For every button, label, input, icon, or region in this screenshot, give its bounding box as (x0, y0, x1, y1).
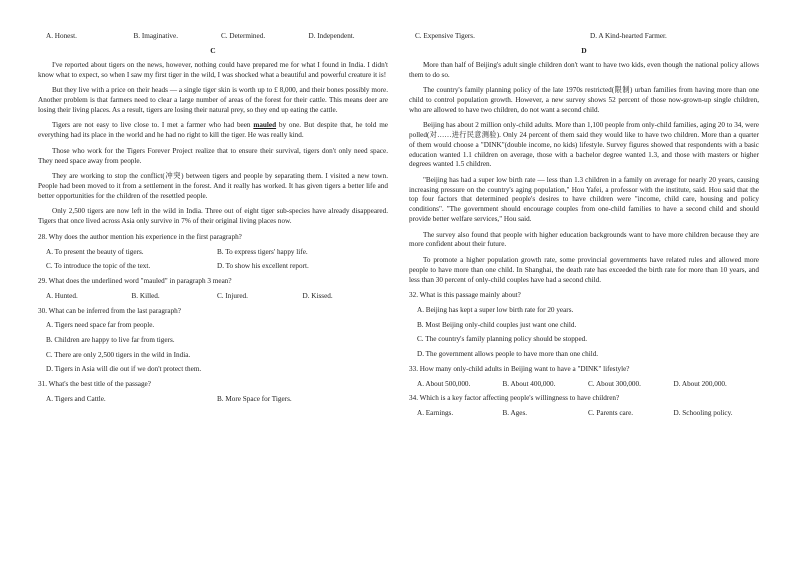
q29-option-b[interactable]: B. Killed. (131, 291, 160, 300)
question-33-stem: 33. How many only-child adults in Beijing want to have a "DINK" lifestyle? (409, 364, 630, 373)
q32-option-b[interactable]: B. Most Beijing only-child couples just want one child. (417, 320, 577, 329)
q31-option-c[interactable]: C. Expensive Tigers. (415, 32, 475, 40)
q30-option-a[interactable]: A. Tigers need space far from people. (46, 321, 155, 330)
question-29-stem: 29. What does the underlined word "mauled" in paragraph 3 mean? (38, 277, 232, 286)
q28-option-c[interactable]: C. To introduce the topic of the text. (46, 262, 151, 271)
section-label-d: D (581, 45, 587, 55)
q33-option-a[interactable]: A. About 500,000. (417, 379, 471, 388)
section-label-c: C (210, 45, 216, 55)
q29-option-a[interactable]: A. Hunted. (46, 291, 78, 300)
q30-option-d[interactable]: D. Tigers in Asia will die out if we don't protect them. (46, 365, 202, 374)
passage-c-paragraph-4: Those who work for the Tigers Forever Project realize that to ensure their survival, tigers don't only need space. They need space away from people. (38, 146, 388, 165)
question-33-options (409, 380, 759, 390)
q33-option-c[interactable]: C. About 300,000. (588, 379, 641, 388)
left-column (38, 32, 388, 410)
q28-option-d[interactable]: D. To show his excellent report. (217, 262, 309, 271)
passage-c-paragraph-3: Tigers are not easy to live close to. I met a farmer who had been mauled by one. But despite that, he told me everything had its place in the world and he had no right to kill the tiger. He was really kind. (38, 121, 388, 140)
q32-option-a[interactable]: A. Beijing has kept a super low birth rate for 20 years. (417, 305, 574, 314)
q29-option-d[interactable]: D. Kissed. (302, 291, 333, 300)
question-29-options (38, 292, 388, 302)
q31-options-continued (409, 32, 759, 42)
question-30-stem: 30. What can be inferred from the last paragraph? (38, 306, 181, 315)
passage-d-paragraph-6: To promote a higher population growth rate, some provincial governments have related rules and allowed more people to have more than one child. In Shanghai, the death rate has exceeded the birth rate for more than 10 years, and less than 30 percent of only-child couples have had a second child. (409, 256, 759, 284)
question-28-options-row-2 (38, 262, 388, 272)
question-31-options (38, 395, 388, 405)
q30-option-b[interactable]: B. Children are happy to live far from tigers. (46, 335, 175, 344)
question-31-stem: 31. What's the best title of the passage? (38, 380, 151, 389)
q30-option-c[interactable]: C. There are only 2,500 tigers in the wild in India. (46, 350, 191, 359)
q34-option-d[interactable]: D. Schooling policy. (673, 408, 733, 417)
q32-option-d[interactable]: D. The government allows people to have more than one child. (417, 350, 599, 359)
q34-option-b[interactable]: B. Ages. (502, 408, 528, 417)
q34-option-a[interactable]: A. Earnings. (417, 408, 454, 417)
passage-d-paragraph-1: More than half of Beijing's adult single children don't want to have two kids, even though the national policy allows them to do so. (409, 60, 759, 79)
passage-d-paragraph-5: The survey also found that people with higher education backgrounds want to have more children because they are more confident about their future. (409, 230, 759, 249)
underlined-word: mauled (253, 121, 277, 130)
q28-option-a[interactable]: A. To present the beauty of tigers. (46, 247, 144, 256)
passage-d-paragraph-4: "Beijing has had a super low birth rate — less than 1.3 children in a family on average for nearly 20 years, causing increasing pressure on the country's aging population," Hou Yafei, a professor with the institute, said. Hou said that the top four factors that determined people's desires to have children were "income, child care, housing and policy conditions". "The government should encourage couples from one-child families to have a second child and should provide better welfare services," Hou said. (409, 176, 759, 223)
question-34-options (409, 409, 759, 419)
passage-c-paragraph-1: I've reported about tigers on the news, however, nothing could have prepared me for what I found in India. I didn't know what to expect, so when I saw my first tiger in the wild, I was shocked what a beautiful and powerful creature it is! (38, 60, 388, 79)
question-28-options-row-1 (38, 248, 388, 258)
q31-option-d[interactable]: D. A Kind-hearted Farmer. (590, 32, 667, 40)
right-column (409, 32, 759, 424)
passage-c-paragraph-5: They are working to stop the conflict(冲突) between tigers and people by separating them. I visited a new town. People had been moved to it from a settlement in the forest. And it really has worked. It has given tigers a better life and better opportunities for the children of the resettled people. (38, 172, 388, 200)
question-32-stem: 32. What is this passage mainly about? (409, 291, 521, 300)
question-28-stem: 28. Why does the author mention his experience in the first paragraph? (38, 232, 242, 241)
option-c: C. Determined. (221, 32, 266, 40)
q33-option-b[interactable]: B. About 400,000. (502, 379, 556, 388)
option-a: A. Honest. (46, 32, 77, 40)
q28-option-b[interactable]: B. To express tigers' happy life. (217, 247, 308, 256)
passage-d-paragraph-2: The country's family planning policy of the late 1970s restricted(限制) urban families from having more than one child to control population growth. However, a new survey shows 52 percent of those now-grown-up single children, who are allowed to have two children, do not want a second child. (409, 86, 759, 114)
q33-option-d[interactable]: D. About 200,000. (673, 379, 727, 388)
q31-option-a[interactable]: A. Tigers and Cattle. (46, 394, 106, 403)
option-d: D. Independent. (308, 32, 355, 40)
question-34-stem: 34. Which is a key factor affecting people's willingness to have children? (409, 394, 620, 403)
q29-option-c[interactable]: C. Injured. (217, 291, 248, 300)
q34-option-c[interactable]: C. Parents care. (588, 408, 634, 417)
passage-c-paragraph-2: But they live with a price on their heads — a single tiger skin is worth up to £ 8,000, and their bones possibly more. Another problem is that farmers need to clear a large number of areas of the forest for their cattle. This means deer are losing their living places. As a result, tigers are losing their natural prey, so they end up eating the cattle. (38, 86, 388, 114)
prev-question-options (38, 32, 388, 42)
q31-option-b[interactable]: B. More Space for Tigers. (217, 394, 292, 403)
passage-d-paragraph-3: Beijing has about 2 million only-child adults. More than 1,100 people from only-child families, aging 20 to 34, were polled(对……进行民意测验). Only 24 percent of them said they would like to have two children. More than a quarter of them would choose a "DINK"(double income, no kids) lifestyle. Survey figures showed that respondents with a basic education wanted 1.1 children on average, those with a bachelor degree wanted 1.3, and those with masters or higher degrees wanted 1.5 children. (409, 121, 759, 169)
q32-option-c[interactable]: C. The country's family planning policy should be stopped. (417, 335, 588, 344)
passage-c-paragraph-6: Only 2,500 tigers are now left in the wild in India. Three out of eight tiger sub-species have already disappeared. Tigers that once lived across Asia only survive in 7% of their original living places now. (38, 207, 388, 226)
option-b: B. Imaginative. (133, 32, 179, 40)
